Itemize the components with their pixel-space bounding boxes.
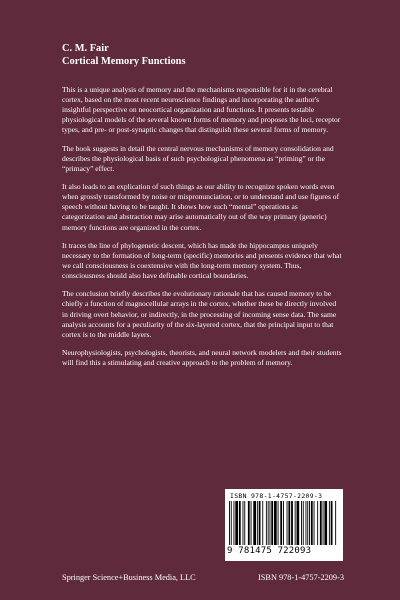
blurb-paragraph: Neurophysiologists, psychologists, theorists, and neural network modelers and their students will find this a stimulating and creative approach to the problem of memory. [62,348,342,368]
footer-isbn: ISBN 978-1-4757-2209-3 [258,573,344,582]
barcode-bar [329,501,330,545]
publisher-name: Springer Science+Business Media, LLC [62,573,196,582]
barcode-bar [320,501,322,545]
barcode-bar [306,501,307,545]
barcode-bar [248,501,250,545]
blurb [62,85,342,376]
barcode-bar [278,501,279,545]
barcode-bar [317,501,318,545]
barcode-bar [270,501,271,545]
barcode-bar [311,501,313,545]
barcode-bar [287,501,288,545]
book-title: Cortical Memory Functions [62,56,186,67]
barcode-bar [303,501,304,545]
barcode-bar [309,501,310,545]
barcode-bar [331,501,333,545]
barcode-bar [280,501,282,545]
barcode-bar [251,501,252,545]
barcode-bar [324,501,327,545]
barcode-bar [266,501,267,545]
barcode-bar [314,501,315,545]
blurb-paragraph: It traces the line of phylogenetic descent, which has made the hippocampus uniquely necessary to the formation of long-term (specific) memories and presents evidence that what we call consciousness is coextensive with the long-term memory system. Thus, consciousness should also have definable cortical boundaries. [62,240,342,281]
barcode-bar [283,501,284,545]
barcode-bar [274,501,277,545]
barcode-bar [231,501,232,545]
barcode-bar [262,501,263,545]
blurb-paragraph: It also leads to an explication of such things as our ability to recognize spoken words even when grossly transformed by noise or mispronunciation, or to understand and use figures of speech without having to be taught. It shows how such “mental” operations as categorization and abstraction may arise automatically out of the way primary (generic) memory functions are organized in the cortex. [62,182,340,232]
barcode-bar [297,501,300,545]
barcode-bar [253,501,256,545]
barcode-bar [259,501,261,545]
blurb-paragraph: This is a unique analysis of memory and the mechanisms responsible for it in the cerebral cortex, based on the most recent neuroscience findings and incorporating the author's insightful perspective on neocortical organization and functions. It presents testable physiological models of the several known forms of memory and proposes the loci, receptor types, and pre- or post-synaptic changes that distinguish these several forms of memory. [62,85,341,135]
barcode-bar [288,501,290,545]
barcode-bar [243,501,244,545]
author-name: C. M. Fair [62,43,109,54]
barcode-isbn-label: ISBN 978-1-4757-2209-3 [230,492,323,500]
barcode-bars [229,501,339,547]
barcode-bar [271,501,273,545]
blurb-paragraph: The book suggests in detail the central nervous mechanisms of memory consolidation and describes the physiological basis of such psychological phenomena as “priming” or the “primacy” effect. [62,143,334,173]
barcode-bar [291,501,293,545]
barcode-digits: 9 781475 722093 [227,546,312,556]
barcode-bar [268,501,269,545]
barcode-bar [244,501,245,545]
barcode-bar [307,501,308,545]
barcode-bar [235,501,238,545]
barcode-bar [229,501,230,545]
barcode-bar [301,501,302,545]
header [62,42,362,68]
isbn-barcode [225,489,343,561]
barcode-bar [257,501,258,545]
barcode-bar [295,501,296,545]
blurb-paragraph: The conclusion briefly describes the evolutionary rationale that has caused memory to be chiefly a function of magnocellular arrays in the cortex, whether these be directly involved in driving overt behavior, or indirectly, in the processing of incoming sense data. The same analysis accounts for a peculiarity of the six-layered cortex, that the principal input to that cortex is to the middle layers. [62,289,337,339]
barcode-bar [239,501,241,545]
barcode-bar [335,501,336,545]
barcode-bar [323,501,324,545]
barcode-bar [234,501,235,545]
